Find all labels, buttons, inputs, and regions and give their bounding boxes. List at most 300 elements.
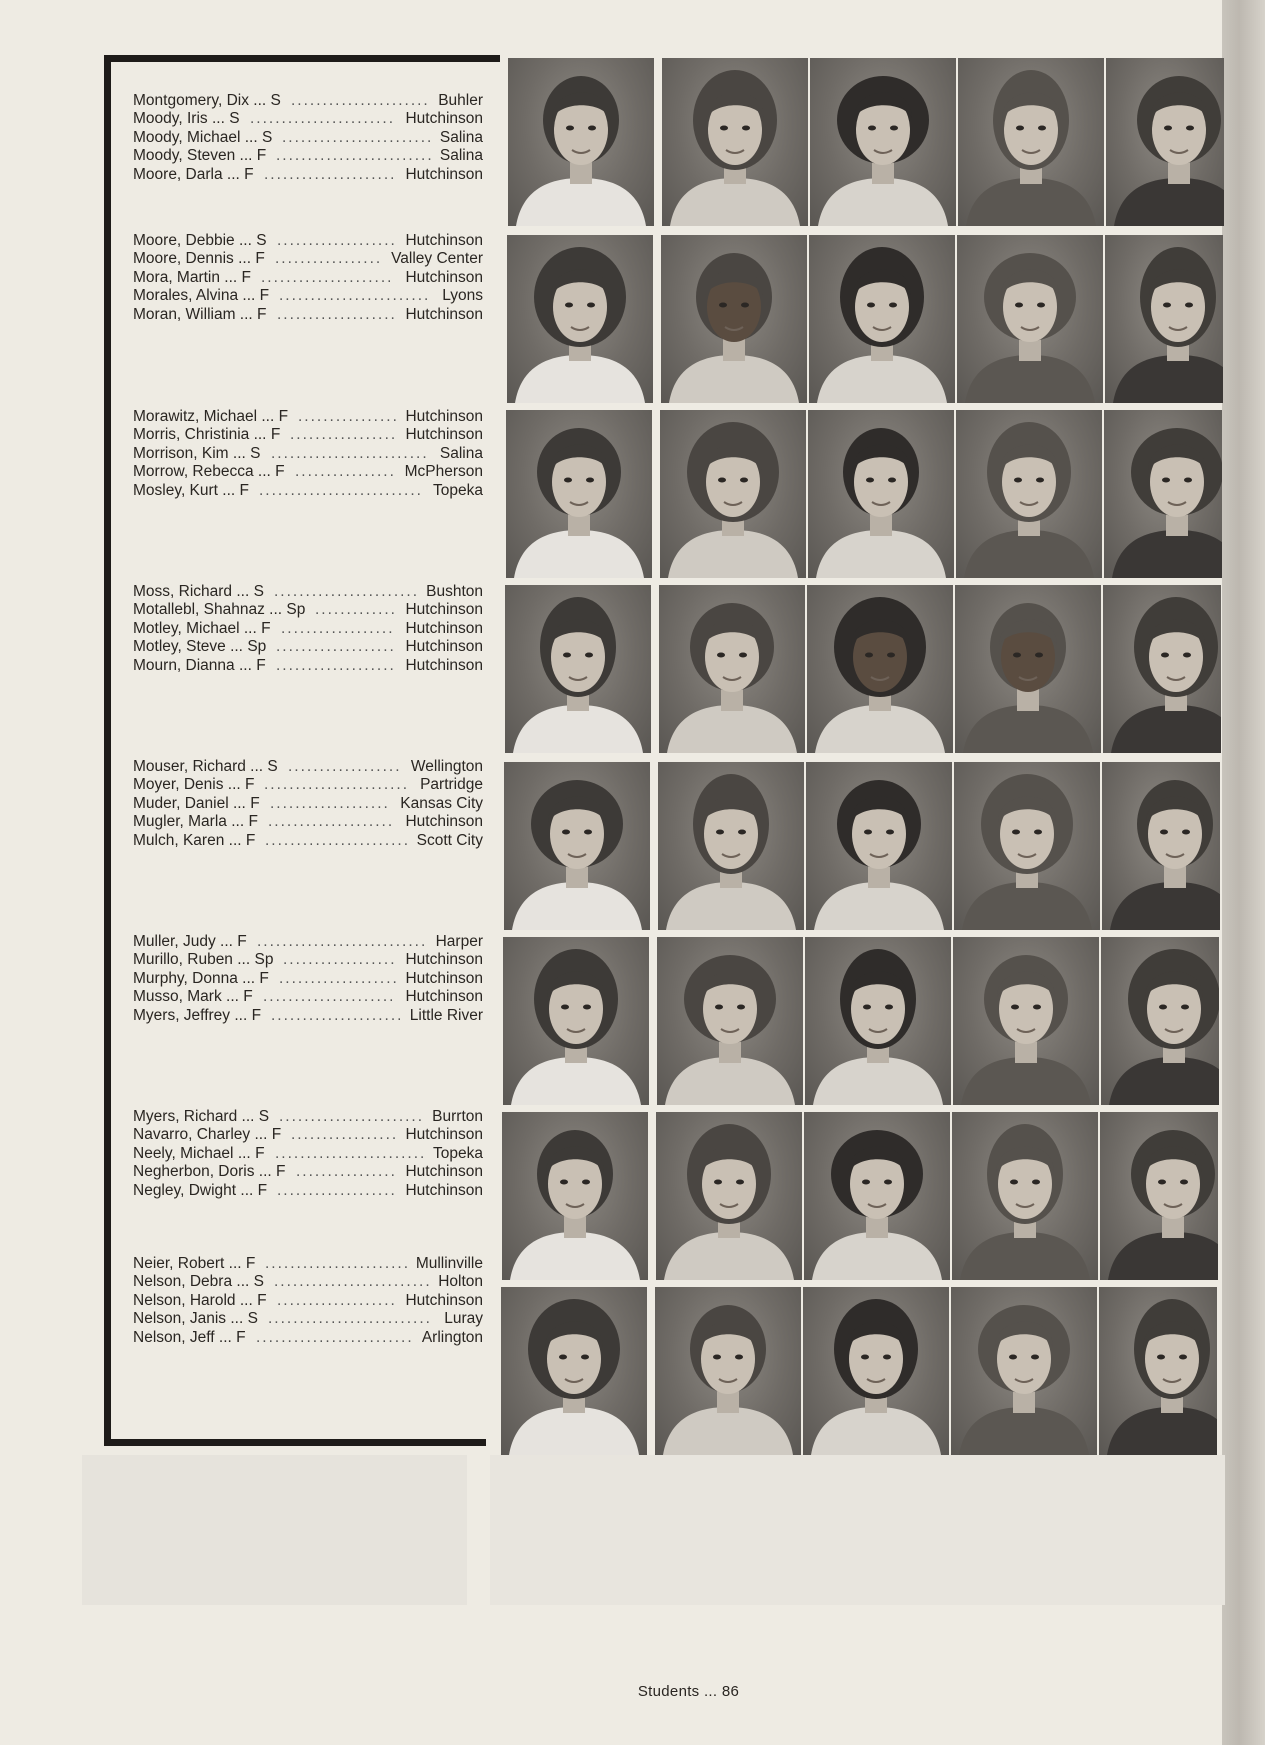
leader-dots: ........................... [257,933,428,950]
student-name: Morawitz, Michael [133,408,258,425]
name-entry [133,933,483,951]
student-name-class [133,933,247,951]
leader-dots: ...................... [291,92,430,109]
student-name-class [133,1108,269,1126]
student-name-class [133,988,253,1006]
portrait-icon [1105,235,1223,403]
student-portrait [808,410,954,578]
student-name-class [133,776,254,794]
leader-dots: ... [228,444,251,462]
portrait-icon [805,937,951,1105]
student-name: Nelson, Janis [133,1310,227,1328]
portrait-icon [807,585,953,753]
leader-dots: .......................... [268,1310,432,1328]
portrait-icon [501,1287,647,1455]
name-entry [133,92,483,110]
student-city: Salina [439,444,483,462]
name-group [133,758,483,850]
student-class: F [248,813,258,831]
leader-dots: ....................... [250,110,396,128]
student-portrait [954,762,1100,930]
student-portrait [951,1287,1097,1455]
student-city: Hutchinson [405,638,483,656]
student-name-class [133,166,254,184]
student-portrait [661,235,807,403]
name-entry [133,250,483,268]
leader-dots: ... [237,1108,259,1125]
student-name: Nelson, Debra [133,1273,233,1291]
leader-dots: ... [250,1126,272,1144]
student-name-class [133,951,273,969]
student-portrait [507,235,653,403]
name-entry [133,147,483,165]
portrait-icon [655,1287,801,1455]
name-entry [133,306,483,324]
student-city: Topeka [433,1144,483,1162]
student-name-class [133,1329,246,1347]
student-city: Hutchinson [405,951,483,969]
leader-dots: ... [264,601,287,619]
student-class: F [261,619,271,637]
leader-dots: ... [238,287,260,305]
portrait-icon [661,235,807,403]
student-portrait [503,937,649,1105]
student-city: Hutchinson [405,232,483,249]
name-entry [133,1182,483,1200]
student-name-class [133,445,261,463]
student-name: Morris, Christinia [133,426,250,444]
name-entry [133,463,483,481]
student-city: Bushton [426,583,483,600]
student-name: Motley, Steve [133,638,226,656]
leader-dots: ....................... [264,776,410,794]
student-name-class [133,1255,255,1273]
portrait-icon [657,937,803,1105]
student-city: Luray [444,1310,483,1328]
student-name: Myers, Jeffrey [133,1006,231,1024]
student-name: Moore, Dennis [133,250,234,268]
student-name: Myers, Richard [133,1108,238,1125]
portrait-icon [808,410,954,578]
leader-dots: ... [239,619,262,637]
student-class: S [250,444,261,462]
leader-dots: ..................... [263,988,396,1006]
portrait-icon [505,585,651,753]
student-name-class [133,1273,264,1291]
leader-dots: ... [224,831,246,849]
leader-dots: ... [249,92,271,109]
student-name-class [133,232,267,250]
portrait-icon [1104,410,1222,578]
name-entry [133,426,483,444]
student-name-class [133,110,240,128]
student-name-class [133,306,267,324]
leader-dots: ....................... [265,831,411,849]
student-class: F [255,1144,265,1162]
student-name: Negherbon, Doris [133,1163,255,1181]
student-city: Hutchinson [405,305,483,323]
student-name: Motallebl, Shahnaz [133,601,265,619]
leader-dots: ....................... [274,583,420,600]
student-name-class [133,463,285,481]
student-class: F [275,463,285,481]
name-group [133,933,483,1025]
student-class: F [255,250,265,268]
leader-dots: ... [235,1291,258,1309]
student-city: Buhler [438,92,483,109]
portrait-icon [958,58,1104,226]
student-class: S [258,1108,270,1125]
portrait-icon [1102,762,1220,930]
portrait-icon [954,762,1100,930]
student-portrait [502,1112,648,1280]
student-class: S [247,1310,258,1328]
student-name: Mourn, Dianna [133,656,235,674]
leader-dots: ... [224,1255,246,1272]
portrait-icon [658,762,804,930]
student-portrait [1102,762,1220,930]
student-portrait [955,585,1101,753]
bleed-through-area [490,1455,1225,1605]
student-class: F [256,656,266,674]
name-entry [133,638,483,656]
student-name: Nelson, Jeff [133,1328,215,1346]
page-footer [0,1683,1265,1700]
student-class: S [253,1273,264,1291]
student-name: Murillo, Ruben [133,951,233,969]
student-class: F [243,988,253,1006]
student-class: S [267,758,278,775]
leader-dots: ................... [277,1291,397,1309]
leader-dots: ... [207,110,230,128]
student-name-class [133,250,265,268]
student-class: Sp [286,601,306,619]
student-portrait [657,937,803,1105]
leader-dots: .................. [281,619,395,637]
leader-dots: ... [236,1181,258,1199]
student-name: Motley, Michael [133,619,240,637]
student-portrait [1104,410,1222,578]
student-name: Moody, Iris [133,110,208,128]
student-name: Moore, Darla [133,165,223,183]
name-entry [133,129,483,147]
student-name-class [133,129,272,147]
portrait-icon [662,58,808,226]
student-city: Topeka [433,481,483,499]
name-entry [133,758,483,776]
leader-dots: ......................... [256,1328,414,1346]
student-class: F [237,933,247,950]
student-class: F [257,305,267,323]
leader-dots: ..................... [264,165,397,183]
student-class: F [245,1255,256,1272]
name-entry [133,287,483,305]
portrait-icon [504,762,650,930]
leader-dots: ... [225,638,248,656]
student-portrait [1100,1112,1218,1280]
name-entry [133,1163,483,1181]
student-name-class [133,269,251,287]
leader-dots: ................. [275,250,383,268]
student-name: Muller, Judy [133,933,216,950]
student-name-class [133,657,266,675]
leader-dots: ... [223,776,245,794]
name-entry [133,776,483,794]
student-name-class [133,92,281,110]
student-name: Moody, Steven [133,147,236,165]
portrait-icon [660,410,806,578]
student-name: Mora, Martin [133,268,220,286]
student-portrait [806,762,952,930]
student-name: Mouser, Richard [133,758,246,775]
student-portrait [655,1287,801,1455]
student-name: Neely, Michael [133,1144,234,1162]
student-name: Moran, William [133,305,236,323]
student-city: Hutchinson [405,988,483,1006]
student-class: F [236,1328,246,1346]
student-portrait [660,410,806,578]
student-class: F [270,426,281,444]
name-group [133,408,483,500]
leader-dots: ... [226,1310,248,1328]
student-portrait [508,58,654,226]
student-name: Mosley, Kurt [133,481,218,499]
student-name-class [133,408,288,426]
student-name-class [133,147,266,165]
student-class: S [229,110,240,128]
student-name: Moore, Debbie [133,232,235,249]
leader-dots: .......................... [259,481,423,499]
student-portrait [1099,1287,1217,1455]
portrait-icon [1101,937,1219,1105]
leader-dots: ... [234,656,257,674]
student-portrait [658,762,804,930]
student-class: F [259,969,269,987]
student-class: F [276,1163,286,1181]
student-name-class [133,1182,267,1200]
student-name-class [133,1163,286,1181]
student-name-class [133,601,305,619]
student-name: Mulch, Karen [133,831,225,849]
student-city: Hutchinson [405,1291,483,1309]
student-class: F [245,831,256,849]
leader-dots: ... [253,463,276,481]
name-entry [133,1255,483,1273]
leader-dots: ... [254,1163,277,1181]
student-city: Wellington [410,758,483,775]
leader-dots: ............. [315,601,397,619]
student-name: Nelson, Harold [133,1291,236,1309]
name-group [133,1255,483,1347]
student-city: Salina [439,128,483,146]
name-entry [133,408,483,426]
student-name-class [133,970,269,988]
name-entry [133,166,483,184]
student-name-class [133,583,264,601]
leader-dots: ... [249,426,271,444]
student-name-class [133,1292,267,1310]
student-portrait [506,410,652,578]
name-entry [133,1292,483,1310]
student-city: Hutchinson [405,1126,483,1144]
leader-dots: ... [235,305,258,323]
student-portrait [958,58,1104,226]
portrait-icon [951,1287,1097,1455]
student-name: Negley, Dwight [133,1181,237,1199]
portrait-icon [1103,585,1221,753]
student-portrait [810,58,956,226]
name-entry [133,1108,483,1126]
student-class: S [256,232,267,249]
name-entry [133,795,483,813]
leader-dots: ................... [279,969,399,987]
leader-dots: ....................... [279,1108,425,1125]
leader-dots: ........................ [279,287,431,305]
student-city: Hutchinson [405,601,483,619]
leader-dots: ................. [291,1126,399,1144]
student-name: Montgomery, Dix [133,92,249,109]
leader-dots: ... [232,951,255,969]
leader-dots: ... [232,1273,254,1291]
leader-dots: ................... [277,1181,397,1199]
student-name: Morrow, Rebecca [133,463,254,481]
student-class: F [251,1006,262,1024]
student-class: S [253,583,264,600]
portrait-icon [955,585,1101,753]
student-class: S [270,92,281,109]
student-class: F [250,794,260,812]
student-name-class [133,287,269,305]
page-number: 86 [721,1683,740,1700]
leader-dots: ................ [296,1163,397,1181]
portrait-icon [957,235,1103,403]
leader-dots: ........................ [282,128,434,146]
student-name-class [133,1007,261,1025]
student-city: Hutchinson [405,426,483,444]
student-name: Navarro, Charley [133,1126,251,1144]
student-city: Partridge [420,776,483,794]
student-name: Neier, Robert [133,1255,225,1272]
name-group [133,232,483,324]
student-portrait [1103,585,1221,753]
student-portrait [505,585,651,753]
leader-dots: ................... [277,232,397,249]
student-name: Moyer, Denis [133,776,224,794]
student-class: F [271,1126,282,1144]
portrait-icon [503,937,649,1105]
student-city: Hutchinson [405,813,483,831]
portrait-icon [803,1287,949,1455]
leader-dots: ... [222,165,245,183]
student-portrait [1105,235,1223,403]
name-entry [133,110,483,128]
name-entry [133,1310,483,1328]
student-class: F [239,481,250,499]
leader-dots: ......................... [271,444,429,462]
student-city: Hutchinson [405,656,483,674]
name-entry [133,583,483,601]
leader-dots: ... [221,988,244,1006]
name-entry [133,601,483,619]
leader-dots: ... [228,794,251,812]
student-name-class [133,482,249,500]
portrait-icon [953,937,1099,1105]
leader-dots: ................... [276,638,396,656]
name-entry [133,1126,483,1144]
name-entry [133,269,483,287]
name-entry [133,951,483,969]
student-name: Mugler, Marla [133,813,227,831]
leader-dots: ... [257,408,279,425]
student-city: Hutchinson [405,165,483,183]
leader-dots: ..................... [271,1006,404,1024]
student-portrait [953,937,1099,1105]
portrait-icon [508,58,654,226]
name-entry [133,1007,483,1025]
student-city: Scott City [416,831,483,849]
student-portrait [803,1287,949,1455]
student-city: Hutchinson [405,969,483,987]
student-class: F [278,408,289,425]
student-name-class [133,1126,281,1144]
student-name: Musso, Mark [133,988,222,1006]
student-portrait [952,1112,1098,1280]
name-entry [133,482,483,500]
student-name-class [133,1145,265,1163]
student-name: Moody, Michael [133,128,241,146]
student-name: Muder, Daniel [133,794,229,812]
student-class: F [244,165,254,183]
student-city: Arlington [421,1328,483,1346]
section-title: Students [637,1683,700,1700]
leader-dots: ......................... [276,147,434,165]
name-group [133,583,483,675]
leader-dots: ... [234,232,257,249]
leader-dots: ................ [295,463,396,481]
footer-separator: ... [703,1683,718,1700]
name-entry [133,1329,483,1347]
student-name-class [133,1310,258,1328]
student-city: Hutchinson [405,1181,483,1199]
portrait-icon [1106,58,1224,226]
name-entry [133,620,483,638]
portrait-icon [810,58,956,226]
student-city: Lyons [442,287,483,305]
leader-dots: ....................... [265,1255,410,1272]
name-entry [133,1145,483,1163]
portrait-icon [502,1112,648,1280]
student-name-class [133,832,255,850]
student-class: F [256,147,267,165]
student-city: Salina [439,147,483,165]
leader-dots: ........................ [275,1144,427,1162]
name-entry [133,445,483,463]
student-portrait [659,585,805,753]
student-portrait [807,585,953,753]
leader-dots: ... [235,147,257,165]
leader-dots: .................. [288,758,402,775]
student-class: F [257,1181,268,1199]
portrait-icon [659,585,805,753]
leader-dots: ... [245,758,268,775]
student-class: F [257,1291,267,1309]
student-name-class [133,620,271,638]
student-portrait [662,58,808,226]
leader-dots: ... [215,933,238,950]
student-class: F [245,776,255,794]
student-city: McPherson [404,463,483,481]
student-portrait [1106,58,1224,226]
